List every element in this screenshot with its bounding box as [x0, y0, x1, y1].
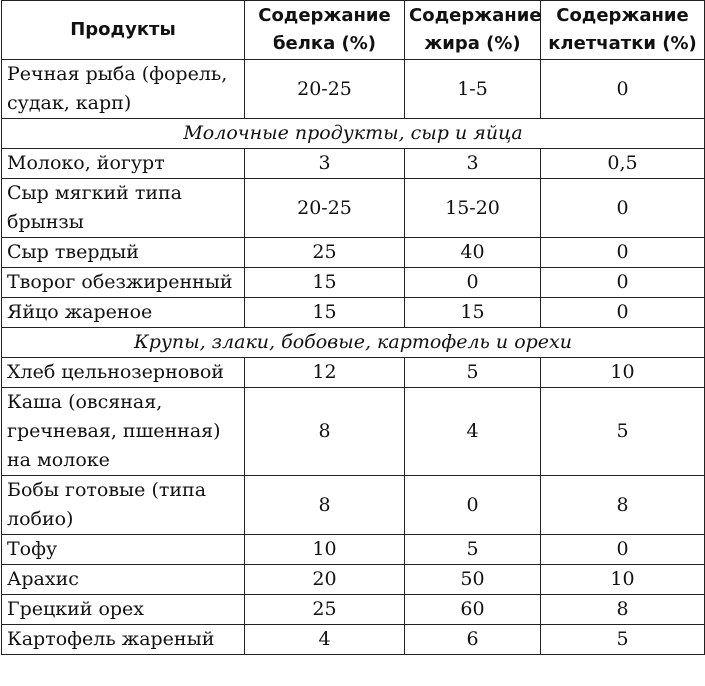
header-fiber: Содержание клетчатки (%) [541, 1, 705, 60]
fat-cell: 0 [405, 476, 541, 535]
protein-cell: 4 [245, 625, 405, 655]
fat-cell: 3 [405, 149, 541, 179]
fiber-cell: 0 [541, 179, 705, 238]
table-row [2, 149, 705, 179]
product-name-cell: Бобы готовые (типа лобио) [2, 476, 245, 535]
protein-cell: 15 [245, 298, 405, 328]
product-name-cell: Грецкий орех [2, 595, 245, 625]
fat-cell: 50 [405, 565, 541, 595]
table-row [2, 595, 705, 625]
table-row [2, 179, 705, 238]
table-row [2, 60, 705, 119]
header-protein: Содержание белка (%) [245, 1, 405, 60]
fiber-cell: 10 [541, 358, 705, 388]
table-row [2, 268, 705, 298]
protein-cell: 8 [245, 388, 405, 476]
section-row [2, 328, 705, 358]
product-name-cell: Тофу [2, 535, 245, 565]
protein-cell: 20-25 [245, 179, 405, 238]
protein-cell: 25 [245, 595, 405, 625]
product-name-cell: Хлеб цельнозерновой [2, 358, 245, 388]
table-row [2, 388, 705, 476]
fat-cell: 4 [405, 388, 541, 476]
fat-cell: 60 [405, 595, 541, 625]
product-name-cell: Каша (овсяная, гречневая, пшенная) на молоке [2, 388, 245, 476]
protein-cell: 25 [245, 238, 405, 268]
table-row [2, 476, 705, 535]
fiber-cell: 0 [541, 298, 705, 328]
product-name-cell: Яйцо жареное [2, 298, 245, 328]
product-name-cell: Творог обезжиренный [2, 268, 245, 298]
fiber-cell: 10 [541, 565, 705, 595]
product-name-cell: Картофель жареный [2, 625, 245, 655]
protein-cell: 15 [245, 268, 405, 298]
fiber-cell: 0 [541, 535, 705, 565]
product-name-cell: Речная рыба (форель, судак, карп) [2, 60, 245, 119]
fiber-cell: 5 [541, 388, 705, 476]
table-body [2, 60, 705, 655]
table-row [2, 565, 705, 595]
fiber-cell: 0,5 [541, 149, 705, 179]
section-row [2, 119, 705, 149]
section-title: Молочные продукты, сыр и яйца [2, 119, 705, 149]
product-name-cell: Арахис [2, 565, 245, 595]
product-name-cell: Сыр мягкий типа брынзы [2, 179, 245, 238]
fiber-cell: 8 [541, 595, 705, 625]
protein-cell: 8 [245, 476, 405, 535]
header-row [2, 1, 705, 60]
protein-cell: 20 [245, 565, 405, 595]
fiber-cell: 0 [541, 268, 705, 298]
table-row [2, 358, 705, 388]
fat-cell: 40 [405, 238, 541, 268]
fiber-cell: 8 [541, 476, 705, 535]
fat-cell: 0 [405, 268, 541, 298]
header-fat: Содержание жира (%) [405, 1, 541, 60]
protein-cell: 20-25 [245, 60, 405, 119]
protein-cell: 10 [245, 535, 405, 565]
table-row [2, 625, 705, 655]
table-row [2, 238, 705, 268]
table-row [2, 535, 705, 565]
fat-cell: 6 [405, 625, 541, 655]
protein-cell: 12 [245, 358, 405, 388]
nutrition-table [1, 0, 705, 655]
fat-cell: 1-5 [405, 60, 541, 119]
fat-cell: 5 [405, 535, 541, 565]
header-product: Продукты [2, 1, 245, 60]
fat-cell: 5 [405, 358, 541, 388]
fiber-cell: 0 [541, 60, 705, 119]
product-name-cell: Молоко, йогурт [2, 149, 245, 179]
table-row [2, 298, 705, 328]
protein-cell: 3 [245, 149, 405, 179]
fat-cell: 15 [405, 298, 541, 328]
fat-cell: 15-20 [405, 179, 541, 238]
section-title: Крупы, злаки, бобовые, картофель и орехи [2, 328, 705, 358]
fiber-cell: 5 [541, 625, 705, 655]
fiber-cell: 0 [541, 238, 705, 268]
product-name-cell: Сыр твердый [2, 238, 245, 268]
